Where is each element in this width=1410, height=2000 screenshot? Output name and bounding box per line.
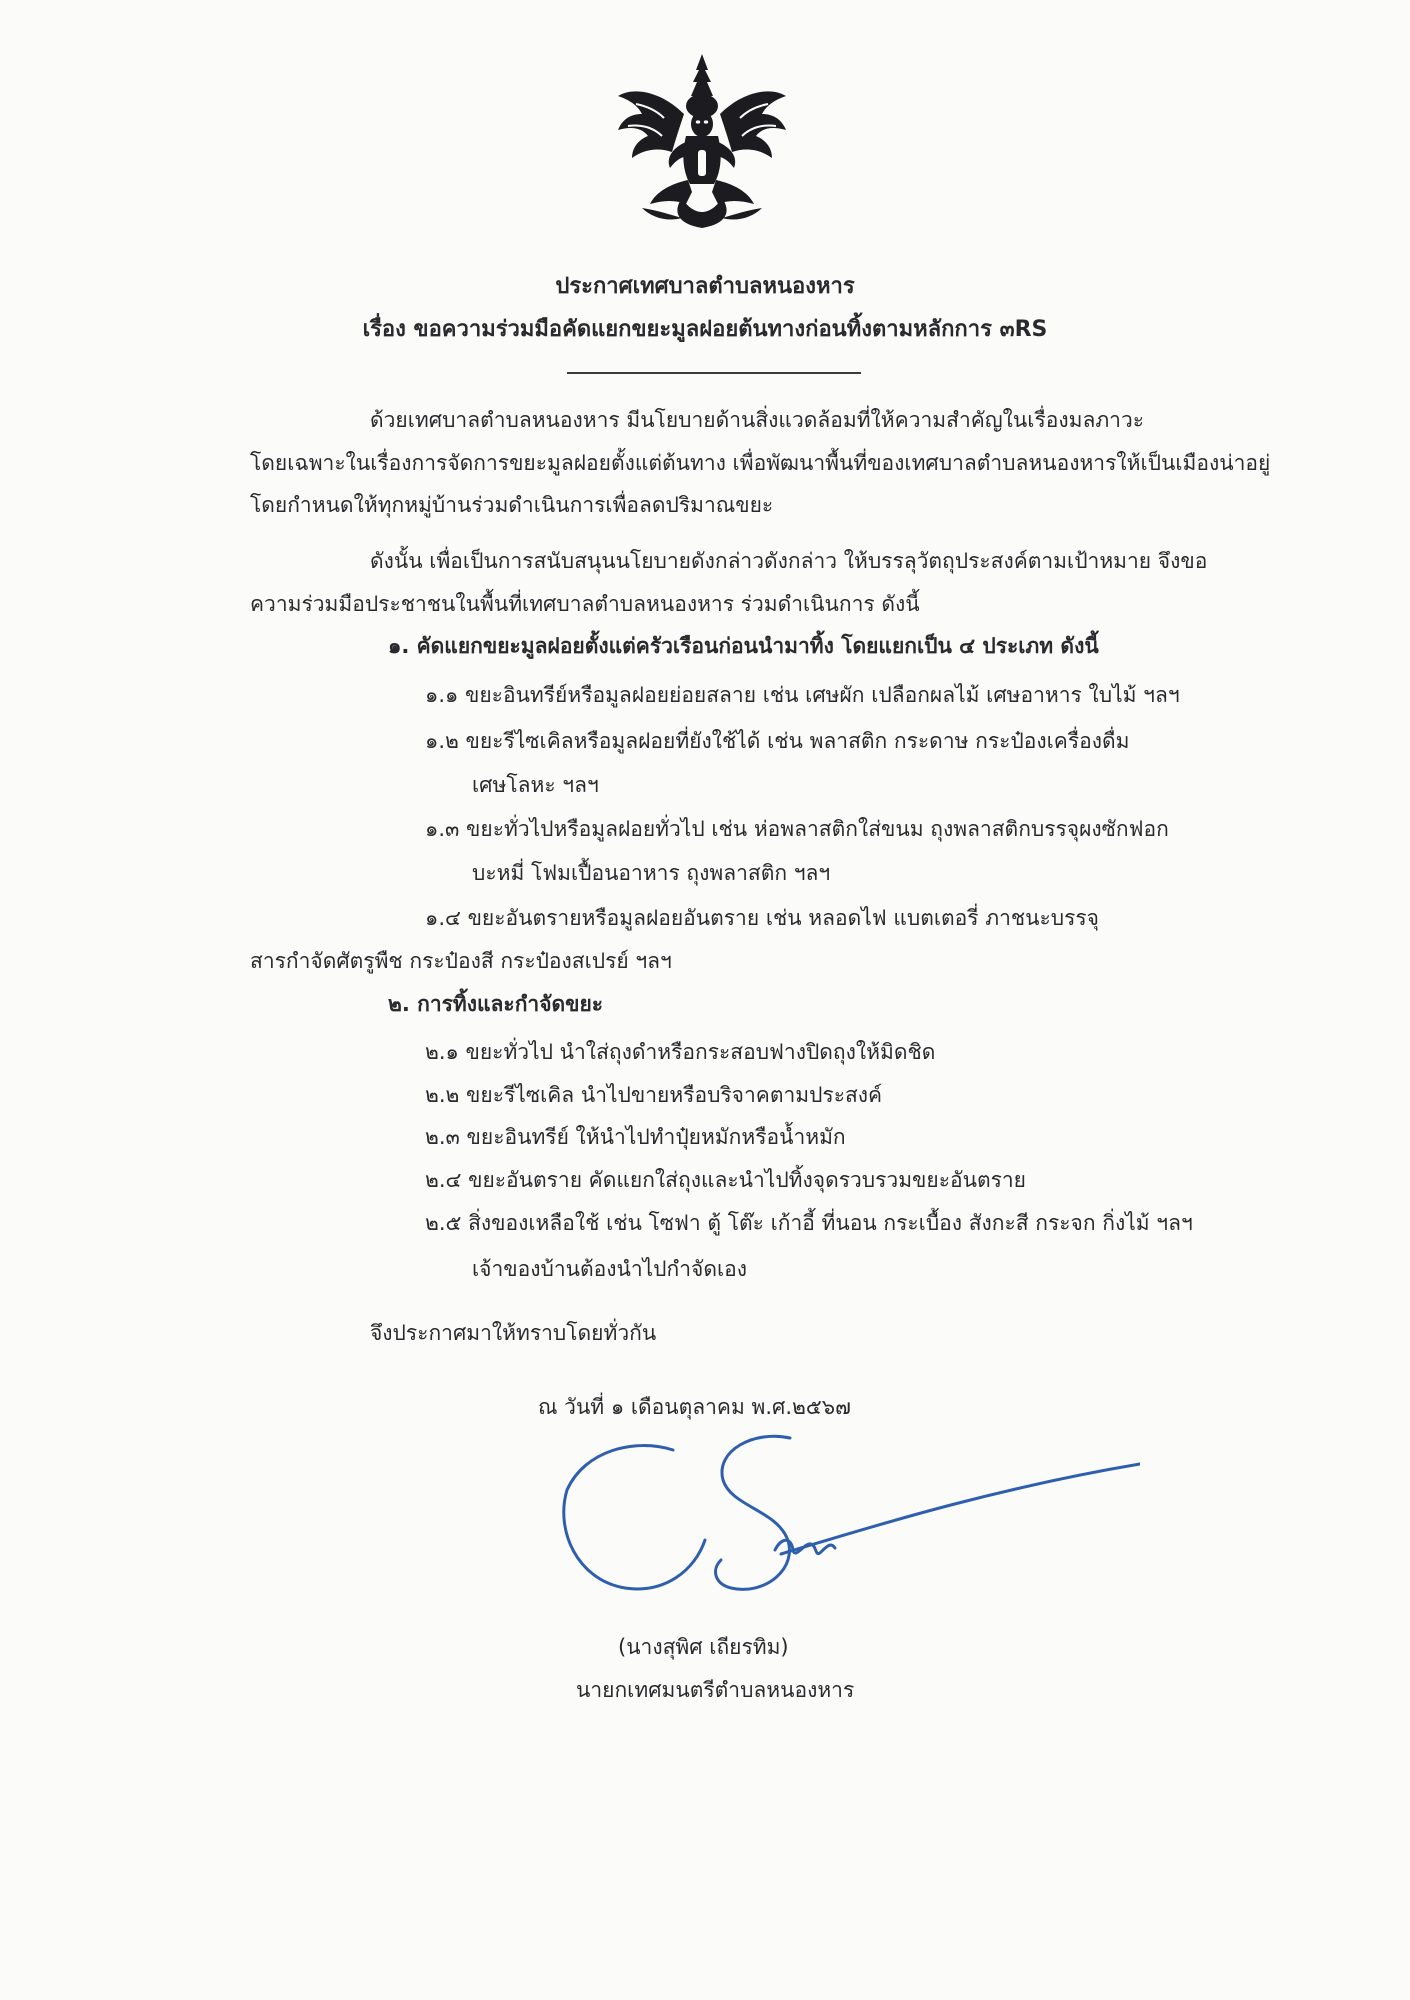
section-2-item-1: ๒.๑ ขยะทั่วไป นำใส่ถุงดำหรือกระสอบฟางปิดถุงให้มิดชิด	[425, 1040, 936, 1064]
section-1-heading: ๑. คัดแยกขยะมูลฝอยตั้งแต่ครัวเรือนก่อนนำมาทิ้ง โดยแยกเป็น ๔ ประเภท ดังนี้	[388, 634, 1099, 658]
signer-title: นายกเทศมนตรีตำบลหนองหาร	[576, 1678, 855, 1702]
section-2-item-4: ๒.๔ ขยะอันตราย คัดแยกใส่ถุงและนำไปทิ้งจุดรวบรวมขยะอันตราย	[425, 1168, 1026, 1192]
request-line-2: ความร่วมมือประชาชนในพื้นที่เทศบาลตำบลหนองหาร ร่วมดำเนินการ ดังนี้	[250, 592, 920, 616]
section-1-item-2: ๑.๒ ขยะรีไซเคิลหรือมูลฝอยที่ยังใช้ได้ เช่น พลาสติก กระดาษ กระป๋องเครื่องดื่ม	[425, 729, 1130, 753]
announcement-subject: เรื่อง ขอความร่วมมือคัดแยกขยะมูลฝอยต้นทางก่อนทิ้งตามหลักการ ๓RS	[362, 317, 1048, 342]
header-divider	[567, 372, 861, 374]
signer-name: (นางสุพิศ เถียรทิม)	[618, 1635, 789, 1659]
section-1-item-4: ๑.๔ ขยะอันตรายหรือมูลฝอยอันตราย เช่น หลอดไฟ แบตเตอรี่ ภาชนะบรรจุ	[425, 906, 1099, 930]
intro-line-3: โดยกำหนดให้ทุกหมู่บ้านร่วมดำเนินการเพื่อลดปริมาณขยะ	[250, 493, 774, 517]
request-line-1: ดังนั้น เพื่อเป็นการสนับสนุนนโยบายดังกล่าวดังกล่าว ให้บรรลุวัตถุประสงค์ตามเป้าหมาย จึงขอ	[370, 549, 1208, 573]
section-1-item-3: ๑.๓ ขยะทั่วไปหรือมูลฝอยทั่วไป เช่น ห่อพลาสติกใส่ขนม ถุงพลาสติกบรรจุผงซักฟอก	[425, 817, 1169, 841]
section-2-item-2: ๒.๒ ขยะรีไซเคิล นำไปขายหรือบริจาคตามประสงค์	[425, 1083, 883, 1107]
section-2-item-5-cont: เจ้าของบ้านต้องนำไปกำจัดเอง	[472, 1257, 748, 1281]
handwritten-signature	[555, 1420, 1140, 1620]
section-2-heading: ๒. การทิ้งและกำจัดขยะ	[388, 992, 604, 1016]
announcement-title: ประกาศเทศบาลตำบลหนองหาร	[555, 274, 855, 299]
announcement-date: ณ วันที่ ๑ เดือนตุลาคม พ.ศ.๒๕๖๗	[538, 1395, 851, 1419]
section-1-item-2-cont: เศษโลหะ ฯลฯ	[472, 773, 599, 797]
section-1-item-4-cont: สารกำจัดศัตรูพืช กระป๋องสี กระป๋องสเปรย์ ฯลฯ	[250, 949, 672, 973]
garuda-emblem-icon	[612, 52, 792, 230]
section-2-item-5: ๒.๕ สิ่งของเหลือใช้ เช่น โซฟา ตู้ โต๊ะ เก้าอี้ ที่นอน กระเบื้อง สังกะสี กระจก กิ่งไม้ ฯลฯ	[425, 1211, 1193, 1235]
section-1-item-3-cont: บะหมี่ โฟมเปื้อนอาหาร ถุงพลาสติก ฯลฯ	[472, 861, 831, 885]
section-1-item-1: ๑.๑ ขยะอินทรีย์หรือมูลฝอยย่อยสลาย เช่น เศษผัก เปลือกผลไม้ เศษอาหาร ใบไม้ ฯลฯ	[425, 683, 1180, 707]
closing-statement: จึงประกาศมาให้ทราบโดยทั่วกัน	[370, 1321, 657, 1345]
intro-line-1: ด้วยเทศบาลตำบลหนองหาร มีนโยบายด้านสิ่งแวดล้อมที่ให้ความสำคัญในเรื่องมลภาวะ	[370, 408, 1145, 432]
section-2-item-3: ๒.๓ ขยะอินทรีย์ ให้นำไปทำปุ๋ยหมักหรือน้ำหมัก	[425, 1125, 846, 1149]
intro-line-2: โดยเฉพาะในเรื่องการจัดการขยะมูลฝอยตั้งแต่ต้นทาง เพื่อพัฒนาพื้นที่ของเทศบาลตำบลหนองหารให้เป็นเมืองน่าอยู่	[250, 451, 1271, 475]
